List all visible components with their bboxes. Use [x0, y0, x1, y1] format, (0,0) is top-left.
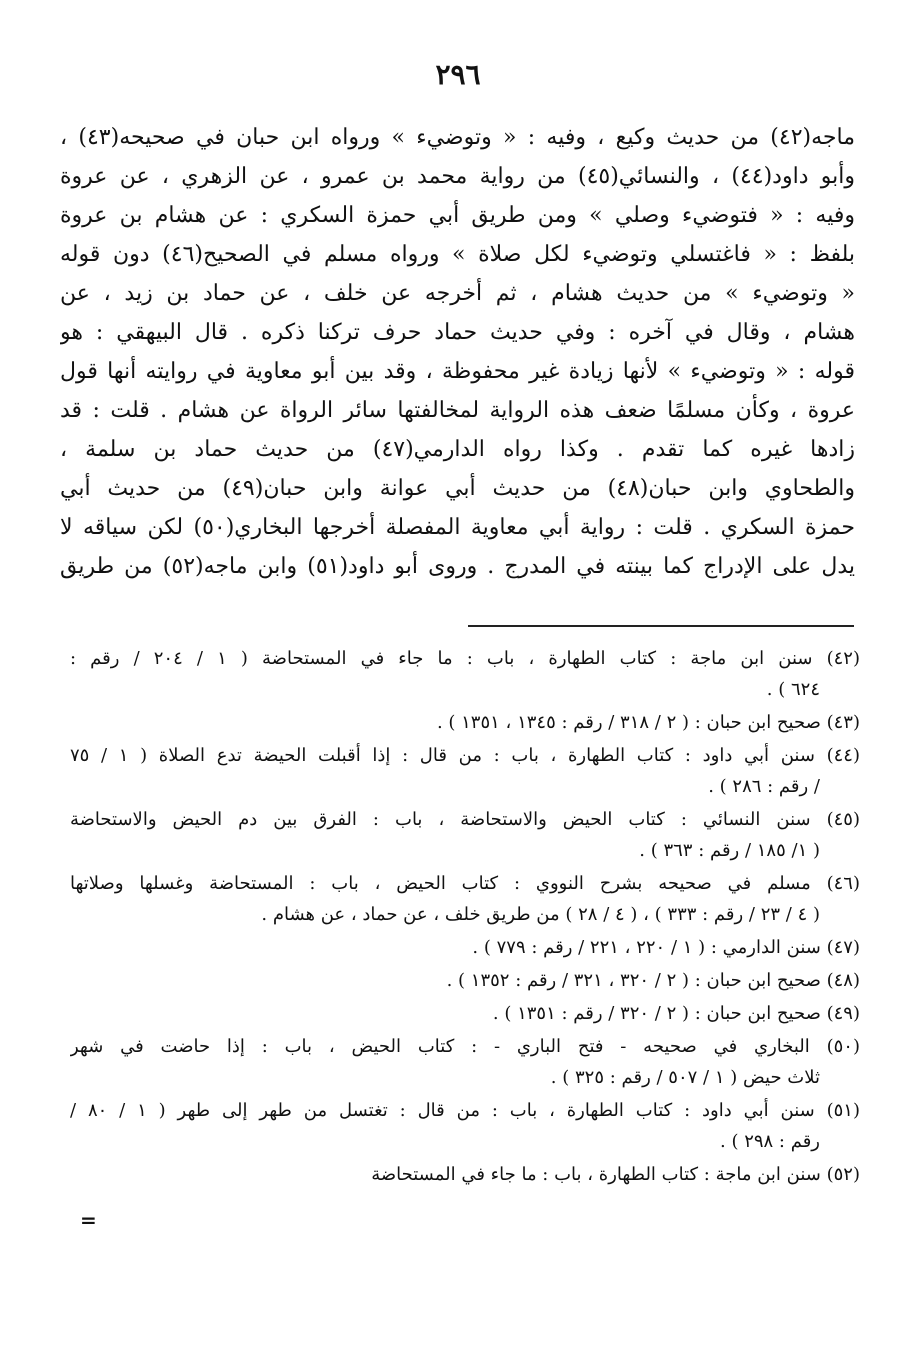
footnote-line: (٥٢) سنن ابن ماجة : كتاب الطهارة ، باب : ما جاء في المستحاضة: [371, 1164, 860, 1185]
footnote-line: ٦٢٤ ) .: [766, 679, 820, 700]
footnote-line: (٤٥) سنن النسائي : كتاب الحيض والاستحاضة ، باب : الفرق بين دم الحيض والاستحاضة: [70, 809, 860, 830]
footnote-separator: [468, 625, 854, 627]
footnote-line: (٤٢) سنن ابن ماجة : كتاب الطهارة ، باب : ما جاء في المستحاضة ( ١ / ٢٠٤ / رقم :: [70, 648, 860, 669]
footnote-line: (٤٦) مسلم في صحيحه بشرح النووي : كتاب الحيض ، باب : المستحاضة وغسلها وصلاتها: [70, 873, 860, 894]
footnote: [70, 868, 860, 930]
body-line: بلفظ : « فاغتسلي وتوضيء لكل صلاة » ورواه مسلم في الصحيح(٤٦) دون قوله: [60, 242, 855, 267]
body-line: قوله : « وتوضيء » لأنها زيادة غير محفوظة ، وقد بين أبو معاوية في روايته أنها قول: [60, 359, 855, 384]
footnote: [70, 932, 860, 963]
footnote-line: رقم : ٢٩٨ ) .: [720, 1131, 820, 1152]
body-line: والطحاوي وابن حبان(٤٨) من حديث أبي عوانة وابن حبان(٤٩) من حديث أبي: [60, 476, 855, 501]
footnote: [70, 1031, 860, 1093]
footnotes: [70, 643, 860, 1192]
footnote: [70, 707, 860, 738]
body-line: عروة ، وكأن مسلمًا ضعف هذه الرواية لمخالفتها سائر الرواة عن هشام . قلت : قد: [60, 398, 855, 423]
footnote-line: ( ٤ / ٢٣ / رقم : ٣٣٣ ) ، ( ٤ / ٢٨ ) من طريق خلف ، عن حماد ، عن هشام .: [261, 904, 820, 925]
footnote: [70, 1095, 860, 1157]
body-line: زادها غيره كما تقدم . وكذا رواه الدارمي(٤٧) من حديث حماد بن سلمة ،: [60, 437, 855, 462]
footnote: [70, 965, 860, 996]
footnote: [70, 998, 860, 1029]
footnote-line: (٥١) سنن أبي داود : كتاب الطهارة ، باب : من قال : تغتسل من طهر إلى طهر ( ١ / ٨٠ /: [70, 1100, 860, 1121]
continuation-mark: =: [80, 1208, 97, 1232]
footnote-line: / رقم : ٢٨٦ ) .: [708, 776, 820, 797]
body-line: هشام ، وقال في آخره : وفي حديث حماد حرف تركنا ذكره . قال البيهقي : هو: [60, 320, 855, 345]
footnote: [70, 1159, 860, 1190]
footnote: [70, 740, 860, 802]
main-text: [60, 118, 855, 586]
footnote-line: (٤٧) سنن الدارمي : ( ١ / ٢٢٠ ، ٢٢١ / رقم : ٧٧٩ ) .: [472, 937, 860, 958]
body-line: حمزة السكري . قلت : رواية أبي معاوية المفصلة أخرجها البخاري(٥٠) لكن سياقه لا: [60, 515, 855, 540]
footnote-line: ( ١/ ١٨٥ / رقم : ٣٦٣ ) .: [639, 840, 820, 861]
footnote-line: ثلاث حيض ( ١ / ٥٠٧ / رقم : ٣٢٥ ) .: [550, 1067, 820, 1088]
footnote-line: (٤٨) صحيح ابن حبان : ( ٢ / ٣٢٠ ، ٣٢١ / رقم : ١٣٥٢ ) .: [446, 970, 860, 991]
body-line: يدل على الإدراج كما بينته في المدرج . وروى أبو داود(٥١) وابن ماجه(٥٢) من طريق: [60, 554, 855, 579]
footnote: [70, 804, 860, 866]
footnote-line: (٥٠) البخاري في صحيحه - فتح الباري - : كتاب الحيض ، باب : إذا حاضت في شهر: [70, 1036, 860, 1057]
body-line: وأبو داود(٤٤) ، والنسائي(٤٥) من رواية محمد بن عمرو ، عن الزهري ، عن عروة: [60, 164, 855, 189]
footnote-line: (٤٤) سنن أبي داود : كتاب الطهارة ، باب : من قال : إذا أقبلت الحيضة تدع الصلاة ( ١ / ٧٥: [70, 745, 860, 766]
footnote-line: (٤٩) صحيح ابن حبان : ( ٢ / ٣٢٠ / رقم : ١٣٥١ ) .: [492, 1003, 860, 1024]
page-number: ٢٩٦: [435, 58, 481, 91]
footnote: [70, 643, 860, 705]
footnote-line: (٤٣) صحيح ابن حبان : ( ٢ / ٣١٨ / رقم : ١٣٤٥ ، ١٣٥١ ) .: [436, 712, 860, 733]
body-line: ماجه(٤٢) من حديث وكيع ، وفيه : « وتوضيء » ورواه ابن حبان في صحيحه(٤٣) ،: [60, 125, 855, 150]
body-line: وفيه : « فتوضيء وصلي » ومن طريق أبي حمزة السكري : عن هشام بن عروة: [60, 203, 855, 228]
body-line: « وتوضيء » من حديث هشام ، ثم أخرجه عن خلف ، عن حماد بن زيد ، عن: [60, 281, 855, 306]
